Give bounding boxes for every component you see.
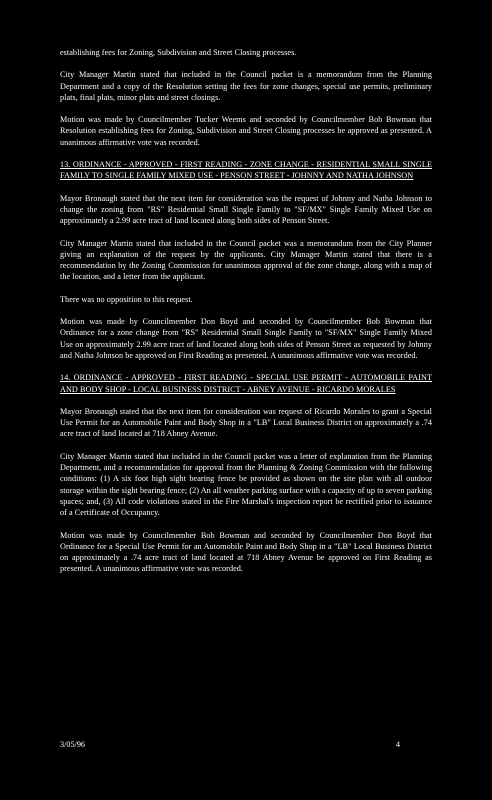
paragraph-no-opposition: There was no opposition to this request. bbox=[60, 294, 193, 304]
paragraph-fees-continued: establishing fees for Zoning, Subdivision and Street Closing processes. bbox=[60, 48, 297, 57]
paragraph-morales-memo: City Manager Martin stated that included in the Council packet was a letter of explanation from the Planning Department, and a recommendation for approval from the Planning & Zoning Commission with the following conditions: (1) A six foot high sight bearing fence be provided as shown on the site plan with all outdoor storage within the sight bearing fence; (2) An all weather parking surface with a capacity of up to seven parking spaces; and, (3) All code violations stated in the Fire Marshal's inspection report be rectified prior to issuance of a Certificate of Occupancy. bbox=[60, 451, 432, 518]
paragraph-johnson-request: Mayor Bronaugh stated that the next item for consideration was the request of Johnny and Natha Johnson to change the zoning from "RS" Residential Small Single Family to "SF/MX" Single Family Mixed Use on approximately a 2.99 acre tract of land located along both sides of Penson Street. bbox=[60, 193, 432, 226]
minutes-body bbox=[60, 47, 432, 586]
heading-item-13: 13. ORDINANCE - APPROVED - FIRST READING - ZONE CHANGE - RESIDENTIAL SMALL SINGLE FAMILY TO SINGLE FAMILY MIXED USE - PENSON STREET - JOHNNY AND NATHA JOHNSON bbox=[60, 160, 432, 181]
paragraph-johnson-motion: Motion was made by Councilmember Don Boyd and seconded by Councilmember Bob Bowman that Ordinance for a zone change from "RS" Residential Small Single Family to "SF/MX" Single Family Mixed Use on approximately 2.99 acre tract of land located along both sides of Penson Street as requested by Johnny and Natha Johnson be approved on First Reading as presented. A unanimous affirmative vote was recorded. bbox=[60, 317, 432, 360]
paragraph-morales-motion: Motion was made by Councilmember Bob Bowman and seconded by Councilmember Don Boyd that Ordinance for a Special Use Permit for an Automobile Paint and Body Shop in a "LB" Local Business District on approximately a .74 acre tract of land located at 718 Abney Avenue be approved on First Reading as presented. A unanimous affirmative vote was recorded. bbox=[60, 530, 432, 574]
paragraph-johnson-memo: City Manager Martin stated that included in the Council packet was a memorandum from the City Planner giving an explanation of the request by the applicants. City Manager Martin stated that there is a recommendation by the Zoning Commission for unanimous approval of the zone change, along with a map of the location, and a letter from the applicant. bbox=[60, 238, 432, 282]
heading-item-14: 14. ORDINANCE - APPROVED - FIRST READING - SPECIAL USE PERMIT - AUTOMOBILE PAINT AND BODY SHOP - LOCAL BUSINESS DISTRICT - ABNEY AVENUE - RICARDO MORALES bbox=[60, 373, 432, 394]
paragraph-morales-request: Mayor Bronaugh stated that the next item for consideration was request of Ricardo Morales to grant a Special Use Permit for an Automobile Paint and Body Shop in a "LB" Local Business District on approximately a .74 acre tract of land located at 718 Abney Avenue. bbox=[60, 406, 432, 439]
paragraph-fees-motion: Motion was made by Councilmember Tucker Weems and seconded by Councilmember Bob Bowman that Resolution establishing fees for Zoning, Subdivision and Street Closing processes be approved as presented. A unanimous affirmative vote was recorded. bbox=[60, 115, 432, 147]
paragraph-fees-memo: City Manager Martin stated that included in the Council packet is a memorandum from the Planning Department and a copy of the Resolution setting the fees for zone changes, special use permits, preliminary plats, final plats, minor plats and street closings. bbox=[60, 70, 432, 102]
footer-page-number: 4 bbox=[395, 740, 400, 749]
footer-date: 3/05/96 bbox=[60, 740, 86, 749]
page-footer bbox=[60, 740, 400, 749]
